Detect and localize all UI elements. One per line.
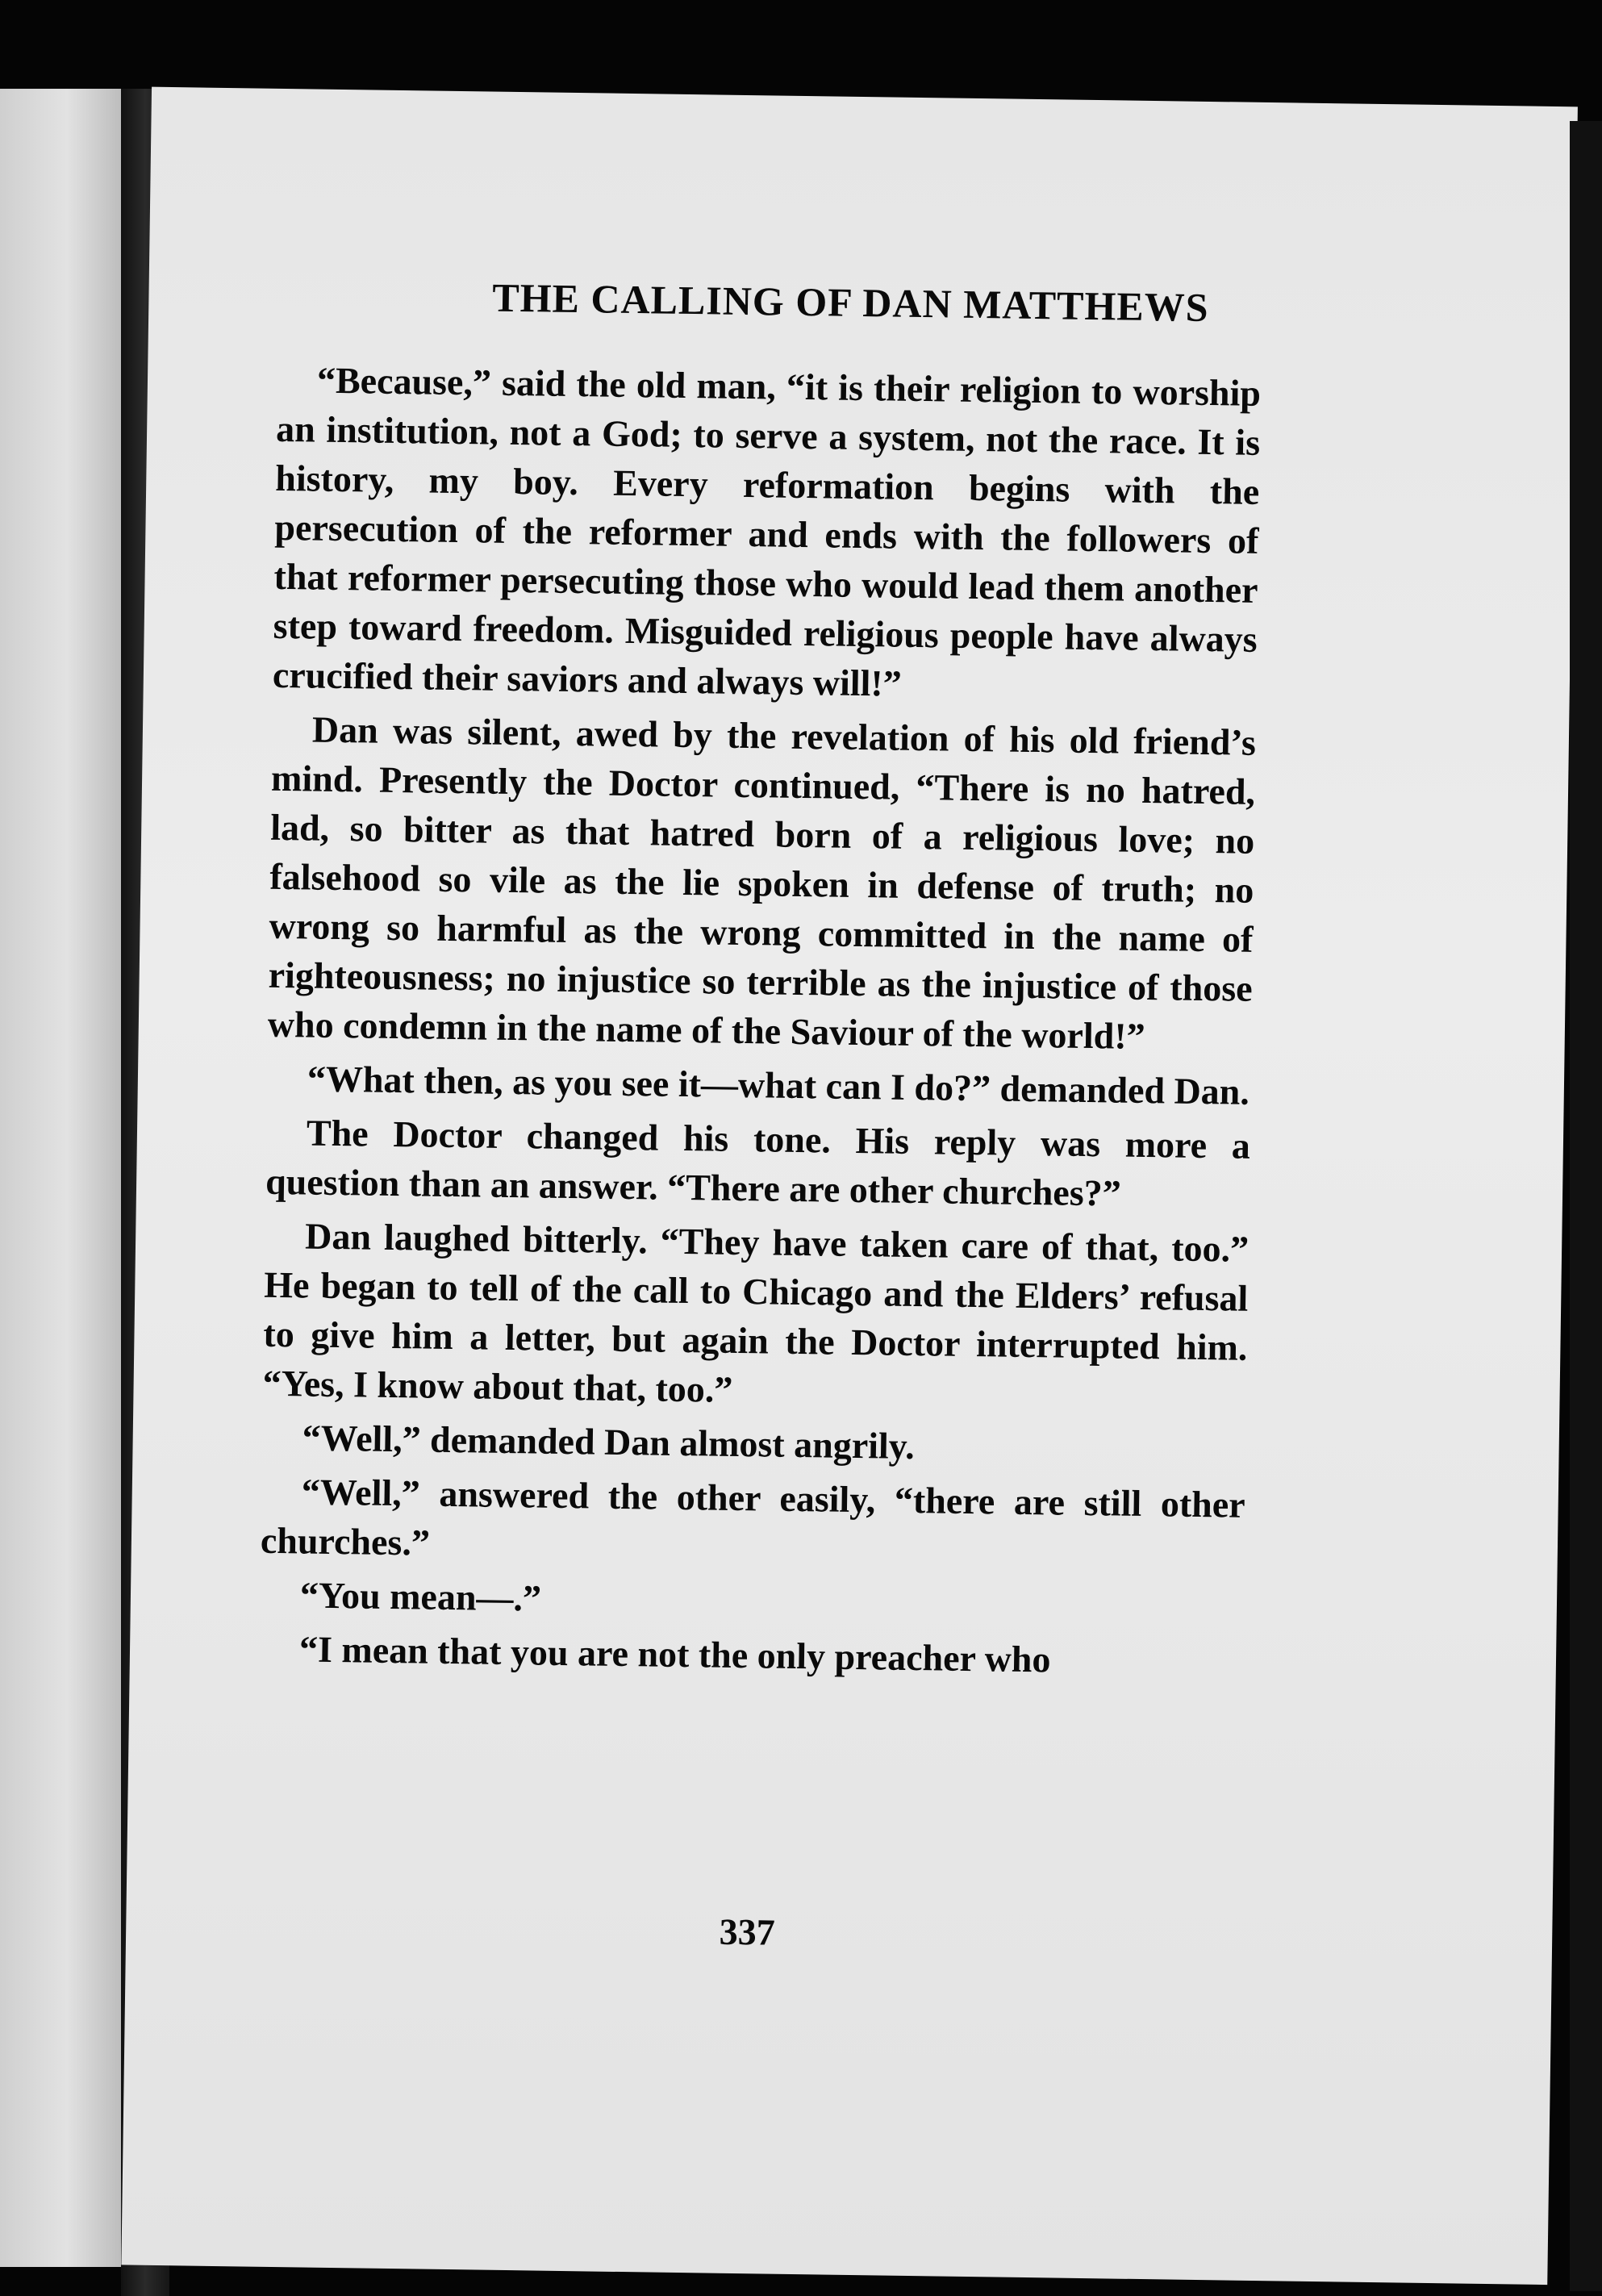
paragraph: “Well,” answered the other easily, “there are still other churches.”	[260, 1471, 1246, 1563]
paragraph: The Doctor changed his tone. His reply was more a question than an answer. “There are other churches?”	[265, 1112, 1251, 1214]
book-page	[121, 87, 1578, 2285]
paragraph: Dan laughed bitterly. “They have taken care of that, too.” He began to tell of the call to Chicago and the Elders’ refusal to give him a letter, but again the Doctor interrupted him. “Yes, I know about that, too.”	[262, 1215, 1249, 1410]
paragraph: “You mean—.”	[299, 1574, 542, 1619]
paragraph: “I mean that you are not the only preacher who	[298, 1628, 1051, 1680]
paragraph: “Because,” said the old man, “it is their religion to worship an institution, not a God; to serve a system, not the race. It is history, my boy. Every reformation begins with the persecution of the reformer and ends with the followers of that reformer persecuting those who would lead them another step toward freedom. Misguided religious people have always crucified their saviors and always will!”	[272, 359, 1262, 704]
paragraph: “Well,” demanded Dan almost angrily.	[302, 1417, 916, 1467]
body-text	[259, 355, 1262, 1692]
page-number: 337	[719, 1910, 776, 1953]
paragraph: Dan was silent, awed by the revelation of his old friend’s mind. Presently the Doctor continued, “There is no hatred, lad, so bitter as that hatred born of a religious love; no falsehood so vile as the lie spoken in defense of truth; no wrong so harmful as the wrong committed in the name of righteousness; no injustice so terrible as the injustice of those who condemn in the name of the Saviour of the world!”	[267, 708, 1257, 1057]
paragraph: “What then, as you see it—what can I do?” demanded Dan.	[307, 1058, 1250, 1113]
scan-border	[1570, 121, 1602, 2291]
facing-page-edge	[0, 89, 121, 2267]
running-head: THE CALLING OF DAN MATTHEWS	[491, 274, 1209, 330]
